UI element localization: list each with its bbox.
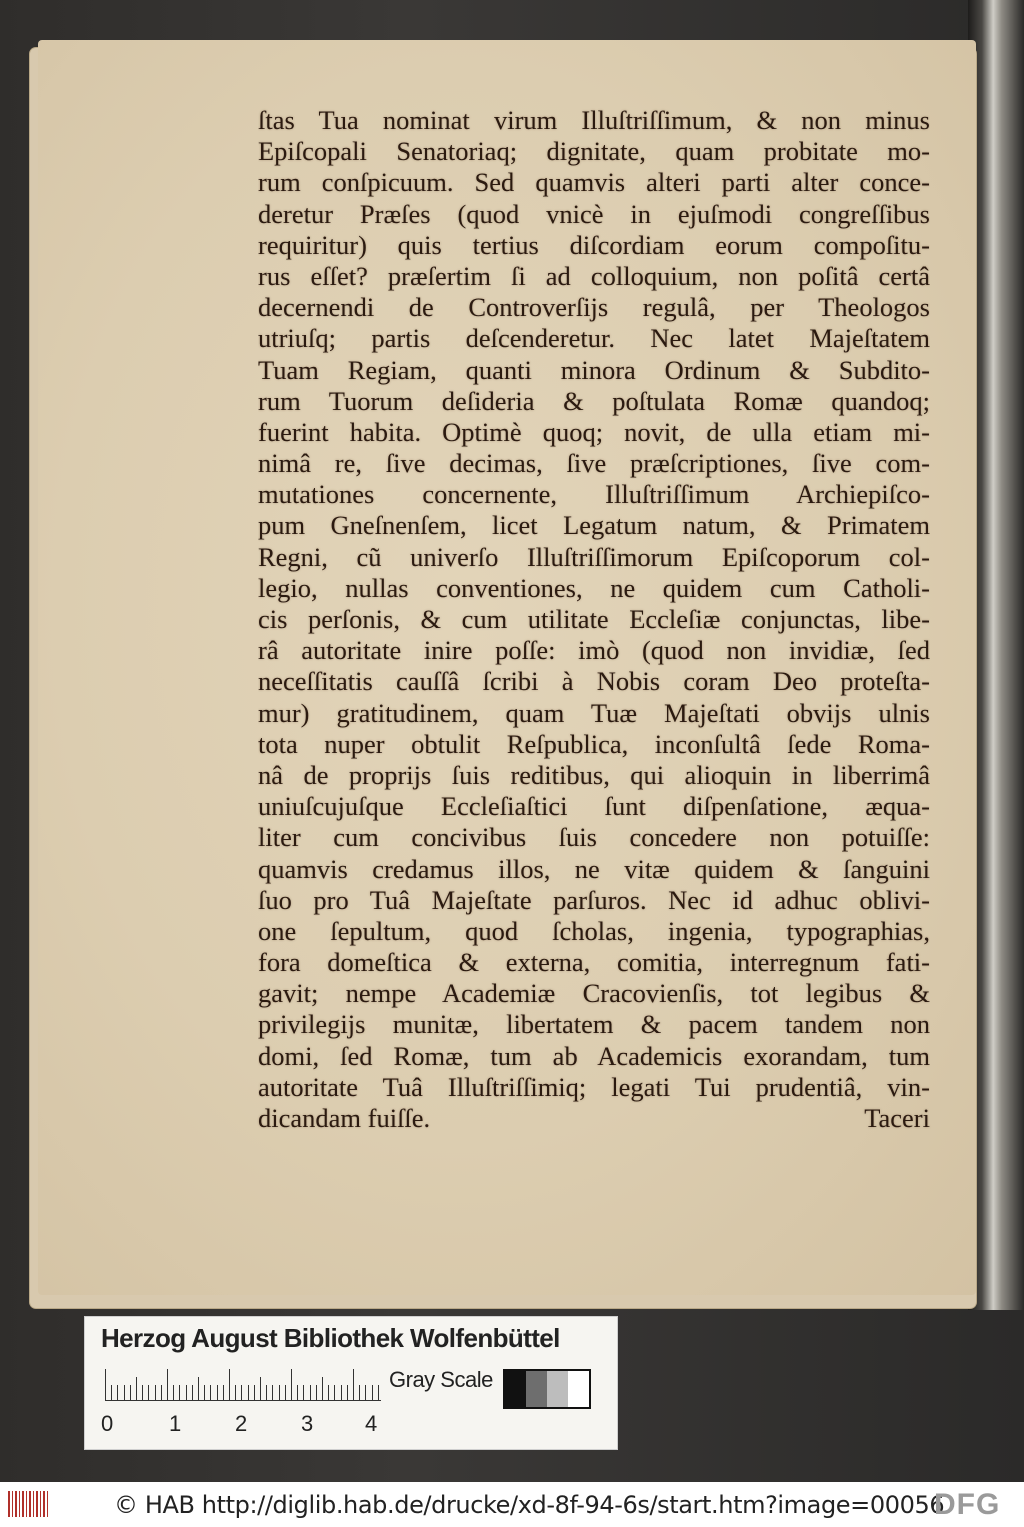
measurement-ruler	[105, 1369, 381, 1401]
ruler-tick	[341, 1385, 342, 1401]
ruler-tick	[285, 1385, 286, 1401]
gray-swatch	[505, 1371, 526, 1407]
gray-swatch	[568, 1371, 589, 1407]
ruler-tick	[365, 1385, 366, 1401]
ruler-tick	[229, 1369, 230, 1401]
text-line: mur) gratitudinem, quam Tuæ Majeſtati obvijs ulnis	[258, 697, 930, 728]
ruler-tick	[117, 1385, 118, 1401]
ruler-tick	[148, 1385, 149, 1401]
catchword: Taceri	[864, 1103, 930, 1133]
ruler-tick	[272, 1385, 273, 1401]
ruler-tick	[210, 1385, 211, 1401]
page-text-block	[258, 105, 930, 1134]
ruler-tick	[260, 1377, 261, 1401]
text-line: fuerint habita. Optimè quoq; novit, de ulla etiam mi-	[258, 416, 930, 447]
ruler-tick	[279, 1385, 280, 1401]
ruler-tick	[235, 1385, 236, 1401]
text-line: neceſſitatis cauſſâ ſcribi à Nobis coram Deo proteſta-	[258, 666, 930, 697]
text-line: ſuo pro Tuâ Majeſtate parſuros. Nec id adhuc oblivi-	[258, 884, 930, 915]
final-line-text: dicandam fuiſſe.	[258, 1103, 431, 1133]
text-line: uniuſcujuſque Eccleſiaſtici ſunt diſpenſatione, æqua-	[258, 791, 930, 822]
ruler-tick	[241, 1385, 242, 1401]
text-line: decernendi de Controverſijs regulâ, per Theologos	[258, 292, 930, 323]
color-target-card	[84, 1316, 618, 1450]
text-line: utriuſq; partis deſcenderetur. Nec latet Majeſtatem	[258, 323, 930, 354]
ruler-tick	[223, 1385, 224, 1401]
text-line: cis perſonis, & cum utilitate Eccleſiæ conjunctas, libe-	[258, 604, 930, 634]
dfg-logo: DFG	[934, 1488, 1001, 1521]
ruler-tick	[198, 1377, 199, 1401]
text-line: Tuam Regiam, quanti minora Ordinum & Subdito-	[258, 354, 930, 385]
ruler-tick	[192, 1385, 193, 1401]
ruler-tick	[310, 1385, 311, 1401]
text-line: requiritur) quis tertius diſcordiam eorum compoſitu-	[258, 229, 930, 260]
ruler-tick	[334, 1385, 335, 1401]
ruler-tick	[372, 1385, 373, 1401]
final-line	[258, 1103, 930, 1134]
ruler-baseline	[105, 1400, 381, 1401]
text-line: ſtas Tua nominat virum Illuſtriſſimum, & non minus	[258, 105, 930, 135]
text-line: rum Tuorum deſideria & poſtulata Romæ quandoq;	[258, 385, 930, 416]
text-line: nimâ re, ſive decimas, ſive præſcriptiones, ſive com-	[258, 448, 930, 479]
ruler-tick	[186, 1385, 187, 1401]
ruler-tick	[173, 1385, 174, 1401]
ruler-tick	[291, 1369, 292, 1401]
text-line: pum Gneſnenſem, licet Legatum natum, & Primatem	[258, 510, 930, 541]
text-line: autoritate Tuâ Illuſtriſſimiq; legati Tui prudentiâ, vin-	[258, 1071, 930, 1102]
text-line: liter cum concivibus ſuis concedere non potuiſſe:	[258, 822, 930, 853]
ruler-label-0: 0	[101, 1411, 114, 1436]
text-line: mutationes concernente, Illuſtriſſimum Archiepiſco-	[258, 479, 930, 510]
barcode-icon	[8, 1491, 50, 1517]
ruler-tick	[124, 1385, 125, 1401]
text-line: rum conſpicuum. Sed quamvis alteri parti alter conce-	[258, 167, 930, 198]
text-line: one ſepultum, quod ſcholas, ingenia, typographias,	[258, 915, 930, 946]
ruler-tick	[179, 1385, 180, 1401]
text-line: gavit; nempe Academiæ Cracovienſis, tot legibus &	[258, 978, 930, 1009]
gray-swatch	[526, 1371, 547, 1407]
footer-bar	[0, 1482, 1024, 1527]
ruler-tick	[316, 1385, 317, 1401]
ruler-tick	[347, 1385, 348, 1401]
ruler-tick	[161, 1385, 162, 1401]
gray-scale-label: Gray Scale	[389, 1367, 493, 1392]
ruler-tick	[266, 1385, 267, 1401]
ruler-label-3: 3	[301, 1411, 314, 1436]
gray-scale-swatches	[503, 1369, 591, 1409]
text-line: rus eſſet? præſertim ſi ad colloquium, non poſitâ certâ	[258, 260, 930, 291]
text-line: fora domeſtica & externa, comitia, interregnum fati-	[258, 947, 930, 978]
ruler-tick	[359, 1385, 360, 1401]
ruler-tick	[136, 1377, 137, 1401]
ruler-tick	[328, 1385, 329, 1401]
text-line: râ autoritate inire poſſe: imò (quod non invidiæ, ſed	[258, 635, 930, 666]
ruler-tick	[378, 1385, 379, 1401]
ruler-tick	[322, 1377, 323, 1401]
ruler-tick	[248, 1385, 249, 1401]
ruler-tick	[303, 1385, 304, 1401]
ruler-label-4: 4	[365, 1411, 378, 1436]
library-title: Herzog August Bibliothek Wolfenbüttel	[101, 1323, 560, 1353]
text-line: quamvis credamus illos, ne vitæ quidem & ſanguini	[258, 853, 930, 884]
ruler-tick	[353, 1369, 354, 1401]
copyright-link[interactable]: © HAB http://diglib.hab.de/drucke/xd-8f-94-6s/start.htm?image=00056	[114, 1491, 945, 1519]
text-line: deretur Præſes (quod vnicè in ejuſmodi congreſſibus	[258, 198, 930, 229]
text-line: nâ de proprijs ſuis reditibus, qui alioquin in liberrimâ	[258, 759, 930, 790]
ruler-tick	[142, 1385, 143, 1401]
book-spine	[968, 0, 1024, 1310]
ruler-tick	[105, 1369, 106, 1401]
ruler-tick	[254, 1385, 255, 1401]
text-line: tota nuper obtulit Reſpublica, inconſultâ ſede Roma-	[258, 728, 930, 759]
text-line: domi, ſed Romæ, tum ab Academicis exorandam, tum	[258, 1040, 930, 1071]
text-line: legio, nullas conventiones, ne quidem cum Catholi-	[258, 572, 930, 603]
text-line: Regni, cũ univerſo Illuſtriſſimorum Epiſcoporum col-	[258, 541, 930, 572]
ruler-label-1: 1	[169, 1411, 182, 1436]
ruler-tick	[167, 1369, 168, 1401]
ruler-tick	[217, 1385, 218, 1401]
gray-swatch	[547, 1371, 568, 1407]
text-line: privilegijs munitæ, libertatem & pacem tandem non	[258, 1009, 930, 1040]
ruler-tick	[297, 1385, 298, 1401]
ruler-tick	[204, 1385, 205, 1401]
ruler-label-2: 2	[235, 1411, 248, 1436]
ruler-tick	[111, 1385, 112, 1401]
text-line: Epiſcopali Senatoriaq; dignitate, quam probitate mo-	[258, 136, 930, 167]
ruler-tick	[155, 1385, 156, 1401]
ruler-tick	[130, 1385, 131, 1401]
